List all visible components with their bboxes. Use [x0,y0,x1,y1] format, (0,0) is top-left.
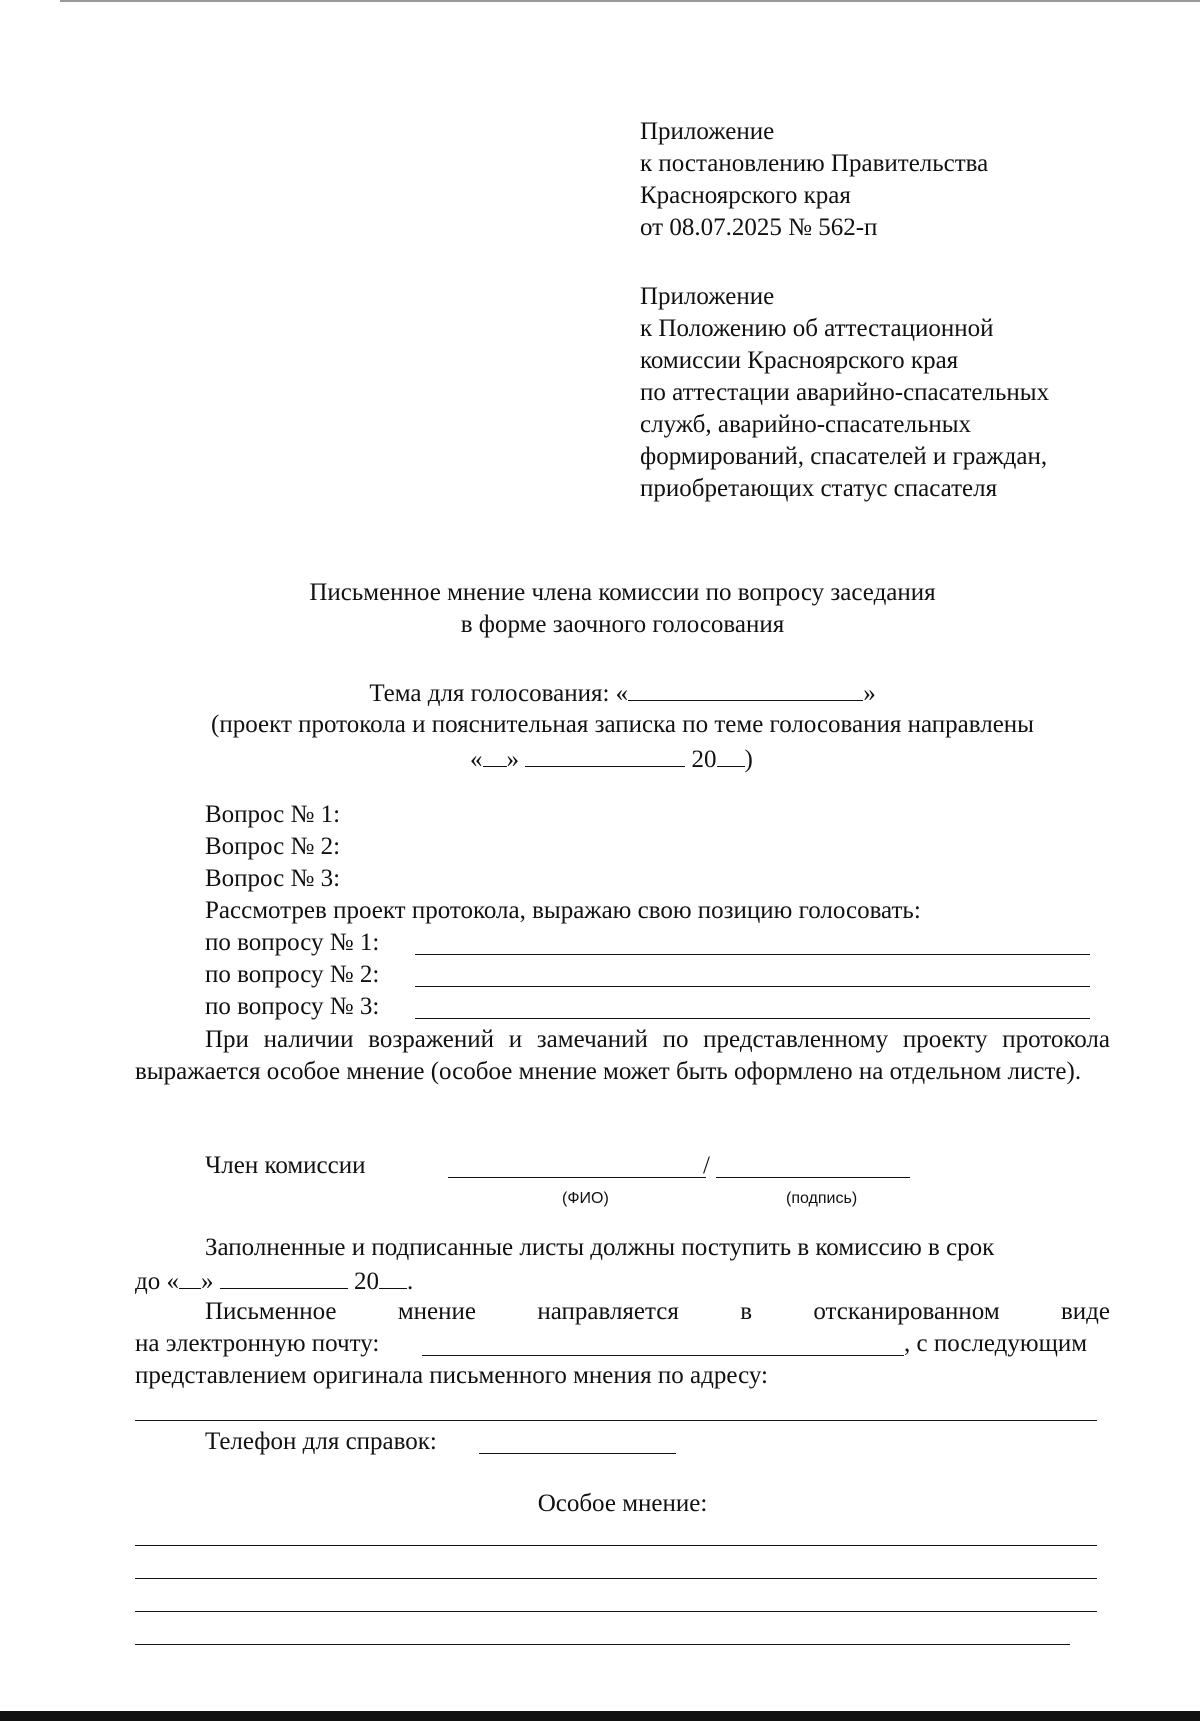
email-line-1 [205,1296,1110,1328]
fio-caption [562,1183,609,1215]
appendix-2-line-7: приобретающих статус спасателя [640,475,998,502]
topic-date-open: « [470,746,483,773]
special-opinion-label: Особое мнение: [537,1490,708,1517]
email-field[interactable] [422,1331,904,1356]
vote-label-3: по вопросу № 3: [205,993,380,1020]
appendix-1-line-1: Приложение [640,118,775,145]
vote-label-1: по вопросу № 1: [205,929,380,956]
topic-note-text: (проект протокола и пояснительная записка по теме голосования направлены [211,711,1034,738]
appendix-1-line-4: от 08.07.2025 № 562-п [640,214,878,241]
vote-row-1 [205,927,379,959]
title-line-2: в форме заочного голосования [460,611,785,638]
phone-field[interactable] [479,1429,676,1454]
vote-row-2 [205,959,379,991]
deadline-prefix: до « [135,1268,179,1295]
special-opinion-line-2[interactable] [135,1578,1097,1579]
deadline-text: Заполненные и подписанные листы должны поступить в комиссию в срок [205,1234,995,1261]
topic-date-year: 20 [691,746,717,773]
appendix-2-line-3: комиссии Красноярского края [640,347,959,374]
question-1: Вопрос № 1: [205,801,341,828]
topic-date-mid: » [506,746,519,773]
appendix-1-line-3: Красноярского края [640,182,851,209]
member-label [205,1150,366,1182]
email-suffix-block [904,1328,1087,1360]
appendix-header-1 [640,116,988,244]
deadline-line-1 [205,1232,994,1264]
appendix-2-line-4: по аттестации аварийно-спасательных [640,379,1050,406]
member-slash [703,1150,710,1182]
objections-paragraph [135,1024,1110,1088]
topic-date-month-field[interactable] [525,742,685,767]
question-3: Вопрос № 3: [205,865,341,892]
email-line-1-text: Письменное мнение направляется в отсканированном виде [205,1298,1110,1325]
member-label-text: Член комиссии [205,1152,366,1179]
topic-date-day-field[interactable] [483,742,507,767]
question-2: Вопрос № 2: [205,833,341,860]
topic-label: Тема для голосования: « [369,680,629,707]
topic-close: » [863,680,876,707]
appendix-2-line-5: служб, аварийно-спасательных [640,411,972,438]
appendix-2-line-6: формирований, спасателей и граждан, [640,443,1048,470]
document-title [135,577,1110,641]
deadline-mid: » [200,1268,214,1295]
appendix-header-2 [640,281,1049,505]
signature-caption [786,1183,857,1215]
topic-note [135,709,1110,741]
deadline-day-field[interactable] [179,1264,201,1289]
member-fio-field[interactable] [448,1153,706,1178]
questions-list [205,799,921,927]
email-line-2 [135,1328,379,1360]
address-field[interactable] [135,1420,1097,1421]
phone-line [205,1426,437,1458]
topic-date-year-field[interactable] [717,742,745,767]
topic-line [135,676,1110,710]
email-suffix: , с последующим [904,1330,1088,1357]
title-line-1: Письменное мнение члена комиссии по вопросу заседания [309,579,936,606]
scan-edge-bottom [0,1711,1200,1721]
deadline-year-field[interactable] [379,1264,407,1289]
position-intro: Рассмотрев проект протокола, выражаю свою позицию голосовать: [205,897,921,924]
special-opinion-line-3[interactable] [135,1611,1097,1612]
deadline-month-field[interactable] [220,1264,348,1289]
vote-field-3[interactable] [415,994,1090,1019]
scan-edge-top [60,0,1200,2]
member-signature-field[interactable] [716,1153,910,1178]
topic-date [470,742,753,776]
vote-row-3 [205,991,379,1023]
special-opinion-line-4[interactable] [135,1644,1070,1645]
email-line-3 [135,1360,768,1392]
member-slash-text: / [703,1152,710,1179]
vote-label-2: по вопросу № 2: [205,961,380,988]
vote-field-2[interactable] [415,962,1090,987]
fio-caption-text: (ФИО) [562,1190,609,1207]
appendix-2-line-1: Приложение [640,283,775,310]
email-line-3-text: представлением оригинала письменного мнения по адресу: [135,1362,768,1389]
email-prefix: на электронную почту: [135,1330,380,1357]
special-opinion-heading [135,1488,1110,1520]
signature-caption-text: (подпись) [786,1190,858,1207]
special-opinion-line-1[interactable] [135,1545,1097,1546]
deadline-end: . [406,1268,414,1295]
topic-field[interactable] [628,676,863,701]
appendix-1-line-2: к постановлению Правительства [640,150,989,177]
deadline-line-2 [135,1264,413,1298]
topic-date-close: ) [744,746,753,773]
objections-text: При наличии возражений и замечаний по представленному проекту протокола выражается особое мнение (особое мнение может быть оформлено на отдельном листе). [135,1026,1110,1085]
phone-label: Телефон для справок: [205,1428,437,1455]
deadline-year: 20 [353,1268,379,1295]
appendix-2-line-2: к Положению об аттестационной [640,315,994,342]
vote-field-1[interactable] [415,930,1090,955]
